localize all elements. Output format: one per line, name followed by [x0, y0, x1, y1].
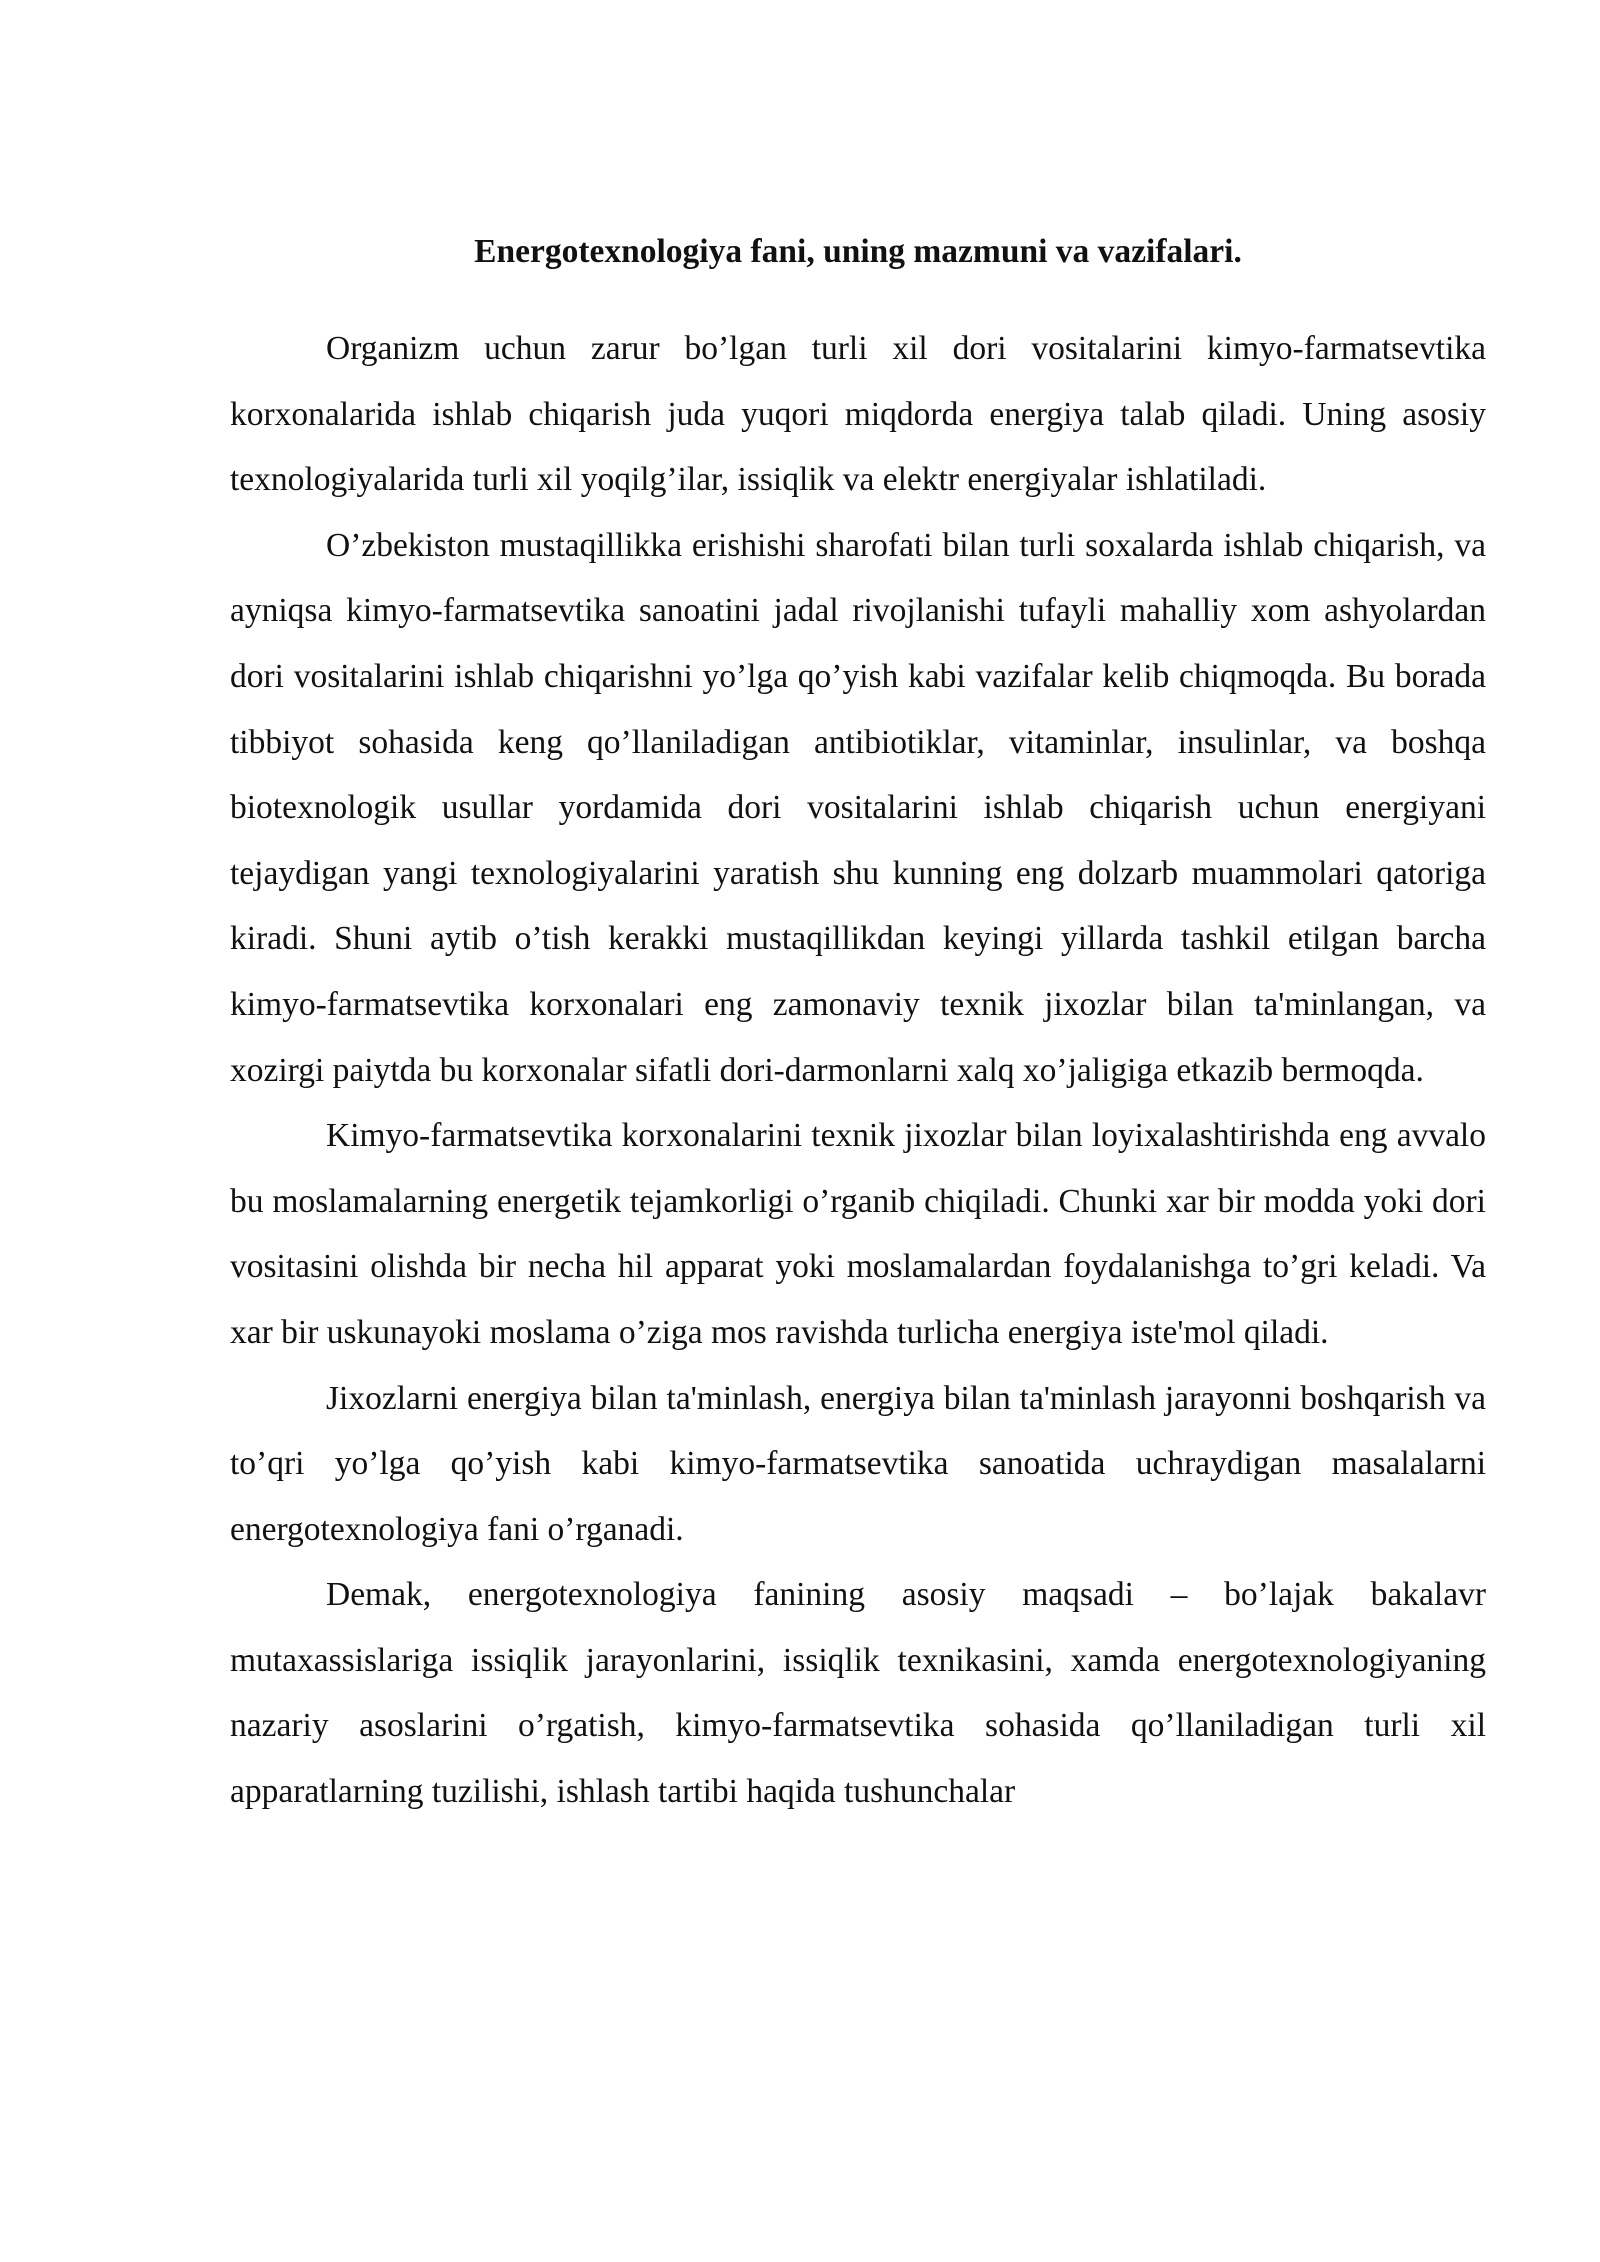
paragraph-1: Organizm uchun zarur bo’lgan turli xil dori vositalarini kimyo-farmatsevtika korxonalarida ishlab chiqarish juda yuqori miqdorda energiya talab qiladi. Uning asosiy texnologiyalarida turli xil yoqilg’ilar, issiqlik va elektr energiyalar ishlatiladi.	[230, 330, 1486, 499]
paragraph-2: O’zbekiston mustaqillikka erishishi sharofati bilan turli soxalarda ishlab chiqarish, va ayniqsa kimyo-farmatsevtika sanoatini jadal rivojlanishi tufayli mahalliy xom ashyolardan dori vositalarini ishlab chiqarishni yo’lga qo’yish kabi vazifalar kelib chiqmoqda. Bu borada tibbiyot sohasida keng qo’llaniladigan antibiotiklar, vitaminlar, insulinlar, va boshqa biotexnologik usullar yordamida dori vositalarini ishlab chiqarish uchun energiyani tejaydigan yangi texnologiyalarini yaratish shu kunning eng dolzarb muammolari qatoriga kiradi. Shuni aytib o’tish kerakki mustaqillikdan keyingi yillarda tashkil etilgan barcha kimyo-farmatsevtika korxonalari eng zamonaviy texnik jixozlar bilan ta'minlangan, va xozirgi paiytda bu korxonalar sifatli dori-darmonlarni xalq xo’jaligiga etkazib bermoqda.	[230, 526, 1486, 1089]
paragraph-5: Demak, energotexnologiya fanining asosiy maqsadi – bo’lajak bakalavr mutaxassislariga issiqlik jarayonlarini, issiqlik texnikasini, xamda energotexnologiyaning nazariy asoslarini o’rgatish, kimyo-farmatsevtika sohasida qo’llaniladigan turli xil apparatlarning tuzilishi, ishlash tartibi haqida tushunchalar	[230, 1576, 1486, 1811]
document-title: Energotexnologiya fani, uning mazmuni va vazifalari.	[474, 233, 1242, 270]
paragraph-3: Kimyo-farmatsevtika korxonalarini texnik jixozlar bilan loyixalashtirishda eng avvalo bu moslamalarning energetik tejamkorligi o’rganib chiqiladi. Chunki xar bir modda yoki dori vositasini olishda bir necha hil apparat yoki moslamalardan foydalanishga to’gri keladi. Va xar bir uskunayoki moslama o’ziga mos ravishda turlicha energiya iste'mol qiladi.	[230, 1117, 1486, 1351]
paragraph-4: Jixozlarni energiya bilan ta'minlash, energiya bilan ta'minlash jarayonni boshqarish va to’qri yo’lga qo’yish kabi kimyo-farmatsevtika sanoatida uchraydigan masalalarni energotexnologiya fani o’rganadi.	[230, 1379, 1486, 1548]
document-body	[230, 316, 1486, 1825]
